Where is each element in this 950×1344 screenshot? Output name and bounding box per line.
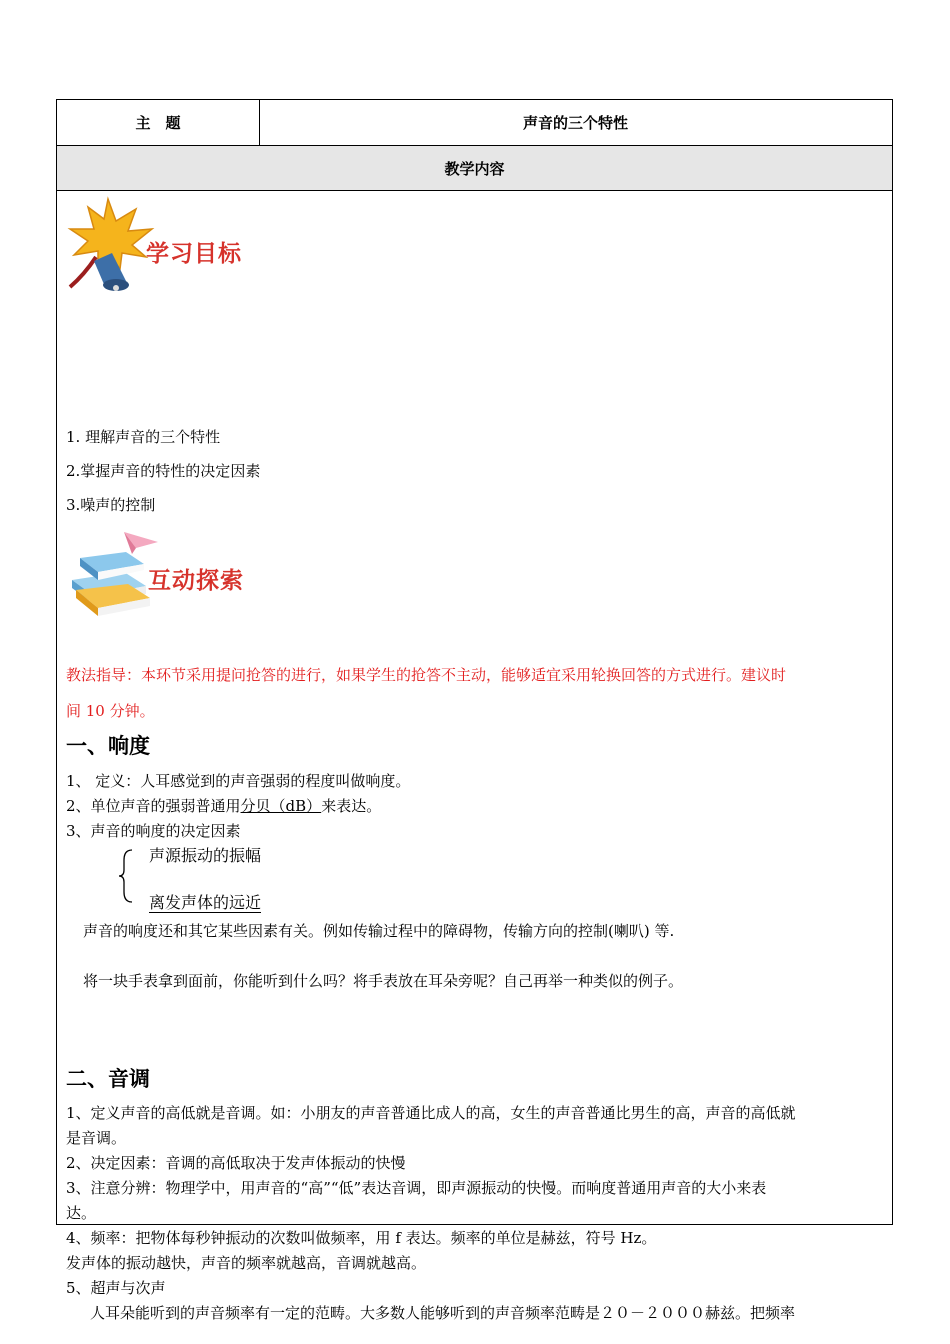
topic-row [57, 100, 892, 146]
loudness-factors-label: 3、声音的响度的决定因素 [66, 822, 241, 840]
curly-brace-icon [118, 848, 136, 904]
topic-value: 声音的三个特性 [522, 114, 628, 132]
pitch-distinguish-line1: 3、注意分辨：物理学中，用声音的“高”“低”表达音调，即声源振动的快慢。而响度普通用声音的大小来表 [66, 1179, 767, 1197]
factor-amplitude: 声源振动的振幅 [149, 846, 262, 865]
pitch-def-line1: 1、定义声音的高低就是音调。如：小朋友的声音普通比成人的高，女生的声音普通比男生的高，声音的高低就 [66, 1104, 796, 1122]
pitch-distinguish-line2: 达。 [66, 1204, 97, 1222]
goal-item-2: 2.掌握声音的特性的决定因素 [66, 462, 261, 480]
teaching-guide-line2: 间 10 分钟。 [66, 702, 155, 720]
loudness-definition: 1、 定义：人耳感觉到的声音强弱的程度叫做响度。 [66, 772, 411, 790]
loudness-other-factors: 声音的响度还和其它某些因素有关。例如传输过程中的障碍物，传输方向的控制(喇叭) 等. [83, 922, 675, 940]
pitch-frequency: 4、频率：把物体每秒钟振动的次数叫做频率，用 f 表达。频率的单位是赫兹，符号 Hz。 [66, 1229, 657, 1247]
section-heading-loudness: 一、响度 [66, 734, 150, 758]
explore-banner [66, 528, 266, 628]
pitch-factor: 2、决定因素：音调的高低取决于发声体振动的快慢 [66, 1154, 406, 1172]
section-title: 教学内容 [444, 159, 505, 178]
section-title-row [57, 146, 892, 191]
loudness-example: 将一块手表拿到面前，你能听到什么吗？将手表放在耳朵旁呢？自己再举一种类似的例子。 [83, 972, 684, 990]
lesson-table [56, 99, 893, 1322]
loudness-unit-underlined: 分贝（dB） [240, 797, 322, 815]
loudness-unit-post: 来表达。 [321, 797, 382, 815]
goals-banner-title: 学习目标 [146, 241, 242, 267]
pitch-def-line2: 是音调。 [66, 1129, 127, 1147]
ultrasound-infrasound-label: 5、超声与次声 [66, 1279, 166, 1297]
goals-banner [66, 195, 266, 295]
loudness-unit [66, 796, 381, 816]
maple-leaf-bell-icon [66, 195, 156, 295]
hearing-range-text: 人耳朵能听到的声音频率有一定的范畴。大多数人能够听到的声音频率范畴是２０－２０００赫兹。把频率 [90, 1304, 796, 1322]
goal-item-3: 3.噪声的控制 [66, 496, 156, 514]
teaching-guide-line1: 教法指导：本环节采用提问抢答的进行，如果学生的抢答不主动，能够适宜采用轮换回答的方式进行。建议时 [66, 666, 787, 684]
loudness-unit-pre: 2、单位声音的强弱普通用 [66, 797, 241, 815]
factor-distance: 离发声体的远近 [149, 893, 262, 912]
pitch-frequency-note: 发声体的振动越快，声音的频率就越高，音调就越高。 [66, 1254, 427, 1272]
books-icon [66, 528, 161, 623]
explore-banner-title: 互动探索 [148, 568, 244, 594]
goal-item-1: 1. 理解声音的三个特性 [66, 428, 221, 446]
section-heading-pitch: 二、音调 [66, 1067, 150, 1091]
topic-label: 主 题 [57, 100, 260, 145]
